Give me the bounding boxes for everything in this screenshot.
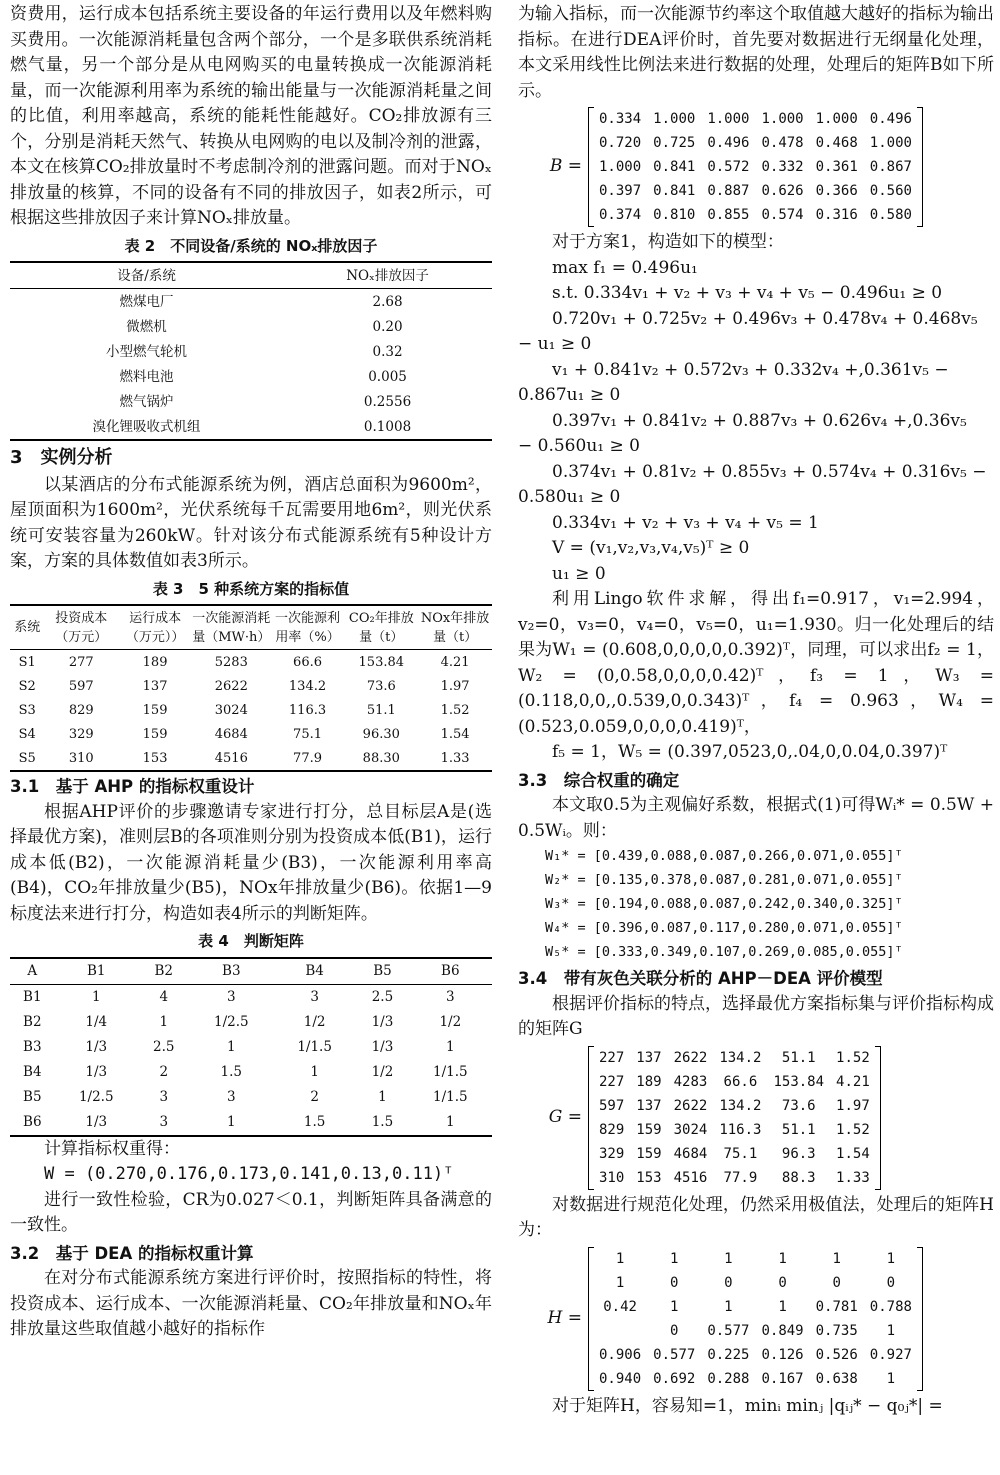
subsection-heading: 3.3 综合权重的确定 — [518, 770, 680, 790]
table-cell: 3 — [446, 989, 455, 1005]
matrix-cell: 0.468 — [815, 135, 858, 151]
matrix-cell: 1.52 — [836, 1049, 870, 1066]
table-cell: 0.1008 — [363, 418, 412, 435]
table-cell: 1 — [159, 1014, 169, 1030]
table-cell: B1 — [23, 989, 42, 1005]
matrix-cell: 1 — [778, 1250, 787, 1267]
paragraph: f₅ = 1，W₅ = (0.397,0523,0,.04,0,0.04,0.397)ᵀ — [552, 742, 948, 762]
table-cell: 1.33 — [440, 750, 470, 766]
table-cell: 1.5 — [303, 1114, 326, 1130]
table-cell: 1/2 — [439, 1014, 462, 1030]
table-cell: 2.5 — [371, 989, 394, 1005]
matrix-cell: 0 — [724, 1274, 733, 1291]
table3-header: CO₂年排放量（t） — [348, 610, 414, 645]
table3-header: 系统 — [14, 620, 41, 635]
table-cell: 燃气锅炉 — [119, 393, 174, 410]
table-cell: 1 — [446, 1114, 455, 1130]
table-cell: 1/2 — [303, 1014, 326, 1030]
paragraph: 对于方案1，构造如下的模型： — [552, 232, 784, 252]
table-cell: 1 — [91, 989, 101, 1005]
matrix-cell: 0.316 — [815, 207, 858, 223]
matrix-cell: 0.225 — [707, 1346, 750, 1363]
matrix-cell: 134.2 — [719, 1049, 762, 1066]
table-cell: 3 — [310, 989, 319, 1005]
matrix-cell: 0.626 — [761, 183, 804, 199]
table-cell: 1.54 — [440, 726, 470, 742]
table-cell: 4.21 — [440, 654, 470, 670]
table-cell: 3 — [226, 1089, 236, 1105]
matrix-cell: 0.574 — [761, 207, 804, 223]
matrix-cell: 1.97 — [836, 1097, 870, 1114]
matrix-cell: 0.638 — [815, 1370, 858, 1387]
matrix-cell: 0.841 — [653, 159, 696, 175]
matrix-h — [518, 1247, 994, 1391]
matrix-cell: 137 — [636, 1049, 662, 1066]
matrix-cell: 96.3 — [781, 1145, 816, 1162]
matrix-cell: 0.397 — [599, 183, 642, 199]
matrix-cell: 0.288 — [707, 1370, 750, 1387]
table3-header: 一次能源消耗量（MW·h） — [192, 610, 271, 645]
matrix-cell: 1.000 — [869, 135, 912, 151]
table-cell: S4 — [18, 726, 36, 742]
table-row — [10, 1010, 492, 1035]
weight-vector: W₁* = [0.439,0.088,0.087,0.266,0.071,0.055]ᵀ — [545, 848, 903, 864]
table-cell: 溴化锂吸收式机组 — [92, 418, 201, 435]
table-cell: 134.2 — [288, 678, 327, 694]
matrix-cell: 0.725 — [653, 135, 696, 151]
matrix-cell: 310 — [599, 1169, 625, 1186]
matrix-cell: 1 — [670, 1298, 679, 1315]
table-cell: 燃料电池 — [119, 368, 174, 385]
matrix-cell: 0.334 — [599, 111, 642, 127]
matrix-label: B = — [549, 156, 582, 177]
matrix-cell — [593, 1319, 647, 1343]
table-cell: 1 — [310, 1064, 319, 1080]
table4 — [10, 957, 492, 1137]
table-cell: 1/1.5 — [433, 1064, 468, 1080]
matrix-cell: 1.33 — [836, 1169, 870, 1186]
table-cell: B4 — [23, 1064, 42, 1080]
subsection-heading: 3.1 基于 AHP 的指标权重设计 — [10, 777, 255, 796]
table-cell: 1.52 — [440, 702, 470, 718]
matrix-cell: 329 — [599, 1145, 625, 1162]
right-column — [518, 2, 994, 1419]
weight-vector: W₅* = [0.333,0.349,0.107,0.269,0.085,0.055]ᵀ — [545, 944, 903, 960]
matrix-cell: 189 — [636, 1073, 662, 1090]
equation: 0.397v₁ + 0.841v₂ + 0.887v₃ + 0.626v₄ +,0.36v₅ — [552, 410, 967, 431]
table-cell: 2 — [310, 1089, 319, 1105]
table-cell: 1.5 — [371, 1114, 394, 1130]
matrix-cell: 1 — [615, 1274, 625, 1291]
matrix-cell: 0.577 — [653, 1346, 696, 1363]
table-cell: S3 — [18, 702, 36, 718]
matrix-row — [593, 155, 918, 179]
matrix-cell: 3024 — [673, 1121, 708, 1138]
table-row — [10, 698, 492, 722]
matrix-cell: 0 — [778, 1274, 787, 1291]
matrix-row — [593, 1094, 876, 1118]
table-cell: 微燃机 — [126, 318, 167, 335]
matrix-cell: 73.6 — [781, 1097, 816, 1114]
paragraph: 对于矩阵H，容易知=1，minᵢ minⱼ |qᵢⱼ* − q₀ⱼ*| = — [552, 1395, 943, 1416]
matrix-label: G = — [548, 1106, 582, 1127]
table-cell: 燃煤电厂 — [119, 293, 174, 310]
equation: 0.867u₁ ≥ 0 — [518, 385, 621, 405]
table-cell: 88.30 — [362, 750, 400, 766]
matrix-cell: 1 — [724, 1298, 733, 1315]
table4-header: B2 — [154, 963, 174, 979]
table-cell: 1/3 — [85, 1039, 108, 1055]
matrix-cell: 1 — [615, 1250, 625, 1267]
table3-header: 投资成本（万元） — [55, 610, 108, 645]
matrix-row — [593, 1319, 918, 1343]
table-row — [10, 1110, 492, 1136]
table-cell: 153 — [142, 750, 168, 766]
table-cell: 1.5 — [220, 1064, 243, 1080]
matrix-cell: 1.000 — [599, 159, 642, 175]
weight-vector: W₄* = [0.396,0.087,0.117,0.280,0.071,0.055]ᵀ — [545, 920, 903, 936]
table-cell: 1/2 — [371, 1064, 394, 1080]
table-cell: 75.1 — [293, 726, 322, 742]
table-cell: S5 — [18, 750, 36, 766]
section-heading: 3 实例分析 — [10, 447, 113, 468]
equation: 0.580u₁ ≥ 0 — [518, 487, 621, 507]
paragraph: 根据评价指标的特点，选择最优方案指标集与评价指标构成的矩阵G — [518, 993, 994, 1039]
matrix-cell: 1.52 — [836, 1121, 870, 1138]
matrix-cell: 0.167 — [761, 1370, 804, 1387]
matrix-cell: 0.478 — [761, 135, 804, 151]
equation: − u₁ ≥ 0 — [518, 334, 592, 354]
matrix-cell: 0.580 — [869, 207, 912, 223]
table4-header: B4 — [305, 963, 324, 979]
table2 — [10, 261, 492, 441]
table-cell: B2 — [23, 1014, 42, 1030]
matrix-cell: 4283 — [673, 1073, 708, 1090]
table-cell: S1 — [18, 654, 36, 670]
matrix-cell: 0.692 — [653, 1370, 696, 1387]
matrix-cell: 0.849 — [761, 1322, 804, 1339]
table-cell: 137 — [142, 678, 168, 694]
table-cell: 73.6 — [366, 678, 396, 694]
matrix-cell: 0.867 — [869, 159, 912, 175]
equation: 0.720v₁ + 0.725v₂ + 0.496v₃ + 0.478v₄ + 0.468v₅ — [552, 308, 978, 329]
table-cell: 3024 — [214, 702, 248, 718]
matrix-row — [593, 1142, 876, 1166]
equation: − 0.560u₁ ≥ 0 — [518, 436, 640, 456]
table-row — [10, 650, 492, 675]
table-cell: 1/4 — [85, 1014, 108, 1030]
table-row — [10, 289, 492, 315]
table-row — [10, 1035, 492, 1060]
matrix-cell: 0.496 — [707, 135, 750, 151]
table4-header: B1 — [86, 963, 106, 979]
matrix-cell: 0.788 — [869, 1298, 912, 1315]
matrix-cell: 0.126 — [761, 1346, 804, 1363]
weight-vector: W₃* = [0.194,0.088,0.087,0.242,0.340,0.325]ᵀ — [545, 896, 903, 912]
matrix-cell: 1 — [886, 1370, 896, 1387]
table-row — [10, 1085, 492, 1110]
matrix-row — [593, 1166, 876, 1190]
matrix-cell: 88.3 — [781, 1169, 816, 1186]
table-cell: 116.3 — [288, 702, 327, 718]
matrix-row — [593, 1295, 918, 1319]
table-cell: B3 — [23, 1039, 42, 1055]
subsection-heading: 3.2 基于 DEA 的指标权重计算 — [10, 1243, 254, 1263]
table-cell: 1/3 — [371, 1039, 394, 1055]
table-cell: 0.32 — [372, 343, 403, 360]
paragraph: 计算指标权重得： — [44, 1138, 180, 1159]
paragraph: 资费用，运行成本包括系统主要设备的年运行费用以及年燃料购买费用。一次能源消耗量包含两个部分，一个是多联供系统消耗燃气量，另一个部分是从电网购买的电量转换成一次能源消耗量，而一次能源利用率为系统的输出能量与一次能源消耗量之间的比值，利用率越高，系统的能耗性能越好。CO₂排放源有三个，分别是消耗天然气、转换从电网购的电以及制冷剂的泄露，本文在核算CO₂排放量时不考虑制冷剂的泄露问题。而对于NOₓ排放量的核算，不同的设备有不同的排放因子，如表2所示，可根据这些排放因子来计算NOₓ排放量。 — [10, 4, 492, 228]
matrix-cell: 0.572 — [707, 159, 750, 175]
matrix-cell: 597 — [599, 1097, 625, 1114]
table4-caption: 表 4 判断矩阵 — [198, 932, 304, 950]
matrix-cell: 153 — [636, 1169, 662, 1186]
matrix-cell: 1 — [832, 1250, 841, 1267]
table-cell: 159 — [142, 726, 168, 742]
matrix-row — [593, 1343, 918, 1367]
table-cell: 0.2556 — [363, 393, 412, 410]
paragraph: 以某酒店的分布式能源系统为例，酒店总面积为9600m²，屋顶面积为1600m²，光伏系统每千瓦需要用地6m²，则光伏系统可安装容量为260kW。针对该分布式能源系统有5种设计方案，方案的具体数值如表3所示。 — [10, 474, 492, 571]
equation: 0.374v₁ + 0.81v₂ + 0.855v₃ + 0.574v₄ + 0.316v₅ − — [552, 461, 987, 482]
table-row — [10, 984, 492, 1010]
paragraph: 进行一致性检验，CR为0.027＜0.1，判断矩阵具备满意的一致性。 — [10, 1189, 492, 1235]
matrix-cell: 0.927 — [869, 1346, 912, 1363]
matrix-cell: 1.000 — [653, 111, 696, 127]
table-cell: B5 — [23, 1089, 42, 1105]
matrix-cell: 829 — [599, 1121, 625, 1138]
matrix-cell: 4684 — [673, 1145, 708, 1162]
table-cell: 597 — [68, 678, 94, 694]
matrix-cell: 227 — [599, 1073, 625, 1090]
table3-caption: 表 3 5 种系统方案的指标值 — [152, 579, 350, 598]
left-column — [10, 2, 492, 1343]
matrix-cell: 51.1 — [781, 1121, 816, 1138]
matrix-cell: 0.374 — [599, 207, 642, 223]
matrix-cell: 0.526 — [815, 1346, 858, 1363]
table-cell: 310 — [68, 750, 94, 766]
table-cell: 277 — [68, 654, 94, 670]
table-cell: 4684 — [214, 726, 248, 742]
matrix-row — [593, 1271, 918, 1295]
matrix-cell: 75.1 — [723, 1145, 758, 1162]
equation: u₁ ≥ 0 — [552, 563, 606, 584]
paragraph: 对数据进行规范化处理，仍然采用极值法，处理后的矩阵H为： — [518, 1194, 994, 1240]
matrix-cell: 1.000 — [761, 111, 804, 127]
matrix-row — [593, 1247, 918, 1271]
table-cell: 0.20 — [372, 318, 403, 335]
table-cell: 77.9 — [293, 750, 322, 766]
table-cell: 1.97 — [440, 678, 470, 694]
matrix-cell: 0.940 — [599, 1370, 642, 1387]
matrix-cell: 0.720 — [599, 135, 642, 151]
table-row — [10, 1060, 492, 1085]
table-cell: 1 — [226, 1039, 236, 1055]
table-cell: 51.1 — [366, 702, 396, 718]
matrix-cell: 66.6 — [723, 1073, 758, 1090]
table-cell: 1/1.5 — [297, 1039, 332, 1055]
matrix-cell: 4.21 — [836, 1073, 870, 1090]
matrix-cell: 159 — [636, 1121, 662, 1138]
table-cell: 1/2.5 — [213, 1014, 249, 1030]
table-cell: 829 — [68, 702, 94, 718]
matrix-cell: 2622 — [673, 1049, 708, 1066]
matrix-cell: 134.2 — [719, 1097, 762, 1114]
table-cell: 1/3 — [371, 1014, 394, 1030]
table-cell: 3 — [159, 1114, 169, 1130]
matrix-row — [593, 131, 918, 155]
matrix-row — [593, 1367, 918, 1391]
matrix-cell: 0.366 — [815, 183, 858, 199]
table2-header: 设备/系统 — [117, 267, 176, 284]
table-cell: 4516 — [214, 750, 248, 766]
table4-header: B5 — [373, 963, 392, 979]
paragraph: 本文取0.5为主观偏好系数，根据式(1)可得Wᵢ* = 0.5W + 0.5Wᵢ。则： — [518, 795, 994, 841]
matrix-cell: 0 — [886, 1274, 896, 1291]
equation: max f₁ = 0.496u₁ — [552, 257, 698, 278]
table4-header: B6 — [441, 963, 460, 979]
matrix-cell: 1 — [778, 1298, 787, 1315]
matrix-cell: 116.3 — [719, 1121, 762, 1138]
matrix-cell: 1.000 — [707, 111, 750, 127]
matrix-cell: 0.735 — [815, 1322, 858, 1339]
matrix-cell: 1 — [724, 1250, 733, 1267]
matrix-cell: 137 — [636, 1097, 662, 1114]
table-row — [10, 746, 492, 771]
matrix-cell: 1 — [670, 1250, 679, 1267]
matrix-cell: 0.332 — [761, 159, 804, 175]
table-cell: 小型燃气轮机 — [106, 343, 188, 360]
table-row — [10, 674, 492, 698]
matrix-cell: 0.887 — [707, 183, 750, 199]
matrix-cell: 51.1 — [781, 1049, 816, 1066]
weight-vector: W₂* = [0.135,0.378,0.087,0.281,0.071,0.055]ᵀ — [545, 872, 903, 888]
table-cell: 96.30 — [362, 726, 400, 742]
matrix-cell: 1.000 — [815, 111, 858, 127]
table-cell: S2 — [18, 678, 36, 694]
table-cell: 0.005 — [368, 368, 407, 385]
matrix-cell: 1 — [886, 1322, 896, 1339]
table3 — [10, 604, 492, 772]
matrix-row — [593, 179, 918, 203]
table-cell: 1/3 — [85, 1064, 108, 1080]
table-cell: 66.6 — [293, 654, 322, 670]
table-cell: B6 — [23, 1114, 42, 1130]
table3-header: 运行成本（万元）） — [125, 610, 185, 645]
table-row — [10, 364, 492, 389]
table-row — [10, 314, 492, 339]
matrix-label: H = — [547, 1307, 582, 1328]
table3-header: 一次能源利用率（%） — [275, 610, 341, 645]
table-cell: 3 — [226, 989, 236, 1005]
table-cell: 1/2.5 — [78, 1089, 114, 1105]
matrix-row — [593, 1046, 876, 1070]
matrix-cell: 0.906 — [599, 1346, 642, 1363]
table2-header: NOₓ排放因子 — [346, 267, 429, 284]
table-row — [10, 339, 492, 364]
table-cell: 4 — [159, 989, 169, 1005]
matrix-cell: 0 — [832, 1274, 841, 1291]
table-cell: 1 — [378, 1089, 387, 1105]
matrix-cell: 227 — [599, 1049, 625, 1066]
table4-header: A — [27, 963, 38, 979]
table-cell: 2.68 — [372, 293, 403, 310]
paragraph: 为输入指标，而一次能源节约率这个取值越大越好的指标为输出指标。在进行DEA评价时，首先要对数据进行无纲量化处理，本文采用线性比例法来进行数据的处理，处理后的矩阵B如下所示。 — [518, 4, 994, 101]
matrix-row — [593, 107, 918, 131]
equation: v₁ + 0.841v₂ + 0.572v₃ + 0.332v₄ +,0.361v₅ − — [552, 359, 949, 380]
table-cell: 189 — [142, 654, 168, 670]
table-cell: 2.5 — [153, 1039, 175, 1055]
matrix-cell: 2622 — [673, 1097, 708, 1114]
matrix-row — [593, 1070, 876, 1094]
table-cell: 329 — [68, 726, 94, 742]
table-cell: 2 — [159, 1064, 169, 1080]
table3-header: NOx年排放量（t） — [420, 610, 490, 645]
matrix-cell: 0.855 — [707, 207, 750, 223]
matrix-b — [518, 107, 994, 227]
paragraph: 在对分布式能源系统方案进行评价时，按照指标的特性，将投资成本、运行成本、一次能源消耗量、CO₂年排放量和NOₓ年排放量这些取值越小越好的指标作 — [10, 1268, 492, 1339]
matrix-cell: 1.54 — [836, 1145, 870, 1162]
matrix-cell: 0.361 — [815, 159, 858, 175]
matrix-row — [593, 1118, 876, 1142]
matrix-cell: 0 — [670, 1274, 679, 1291]
matrix-cell: 0.810 — [653, 207, 696, 223]
table-cell: 159 — [142, 702, 168, 718]
matrix-cell: 0.496 — [869, 111, 912, 127]
matrix-cell: 1 — [886, 1250, 896, 1267]
table-row — [10, 389, 492, 414]
paragraph: 根据AHP评价的步骤邀请专家进行打分，总目标层A是(选择最优方案)，准则层B的各项准则分别为投资成本低(B1)，运行成本低(B2)，一次能源消耗量少(B3)，一次能源利用率高(B4)，CO₂年排放量少(B5)，NOx年排放量少(B6)。依据1—9标度法来进行打分，构造如表4所示的判断矩阵。 — [10, 801, 492, 924]
equation: s.t. 0.334v₁ + v₂ + v₃ + v₄ + v₅ − 0.496u₁ ≥ 0 — [552, 283, 943, 303]
equation: W = (0.270,0.176,0.173,0.141,0.13,0.11)ᵀ — [44, 1164, 454, 1184]
equation: 0.334v₁ + v₂ + v₃ + v₄ + v₅ = 1 — [552, 512, 819, 533]
table2-caption: 表 2 不同设备/系统的 NOₓ排放因子 — [124, 236, 378, 255]
table-row — [10, 722, 492, 746]
equation: V = (v₁,v₂,v₃,v₄,v₅)ᵀ ≥ 0 — [552, 538, 750, 558]
table-cell: 2622 — [214, 678, 248, 694]
matrix-cell: 159 — [636, 1145, 662, 1162]
matrix-cell: 0.781 — [815, 1298, 858, 1315]
table-cell: 3 — [159, 1089, 169, 1105]
table-row — [10, 414, 492, 440]
matrix-cell: 0.841 — [653, 183, 696, 199]
matrix-cell: 0.42 — [603, 1298, 637, 1315]
table-cell: 153.84 — [358, 654, 405, 670]
matrix-cell: 153.84 — [773, 1073, 825, 1090]
table-cell: 1 — [446, 1039, 455, 1055]
table-cell: 5283 — [214, 654, 248, 670]
subsection-heading: 3.4 带有灰色关联分析的 AHP－DEA 评价模型 — [518, 969, 883, 988]
table-cell: 1/1.5 — [433, 1089, 468, 1105]
table4-header: B3 — [222, 963, 241, 979]
matrix-row — [593, 203, 918, 227]
table-cell: 1/3 — [85, 1114, 108, 1130]
matrix-cell: 0.577 — [707, 1322, 750, 1339]
matrix-cell: 4516 — [673, 1169, 708, 1186]
matrix-cell: 0 — [670, 1322, 679, 1339]
table-cell: 1 — [226, 1114, 236, 1130]
paragraph: 利用Lingo软件求解，得出f₁=0.917，v₁=2.994，v₂=0，v₃=0，v₄=0，v₅=0，u₁=1.930。归一化处理后的结果为W₁ = (0.608,0,0,0,0,0.392)ᵀ，同理，可以求出f₂ = 1，W₂ = (0,0.58,0,0,0,0.42)ᵀ，f₃ = 1，W₃ = (0.118,0,0,,0.539,0,0.343)ᵀ，f₄ = 0.963，W₄ = (0.523,0.059,0,0,0,0.419)ᵀ， — [518, 589, 994, 737]
matrix-g — [518, 1046, 994, 1190]
matrix-cell: 0.560 — [869, 183, 912, 199]
matrix-cell: 77.9 — [723, 1169, 758, 1186]
